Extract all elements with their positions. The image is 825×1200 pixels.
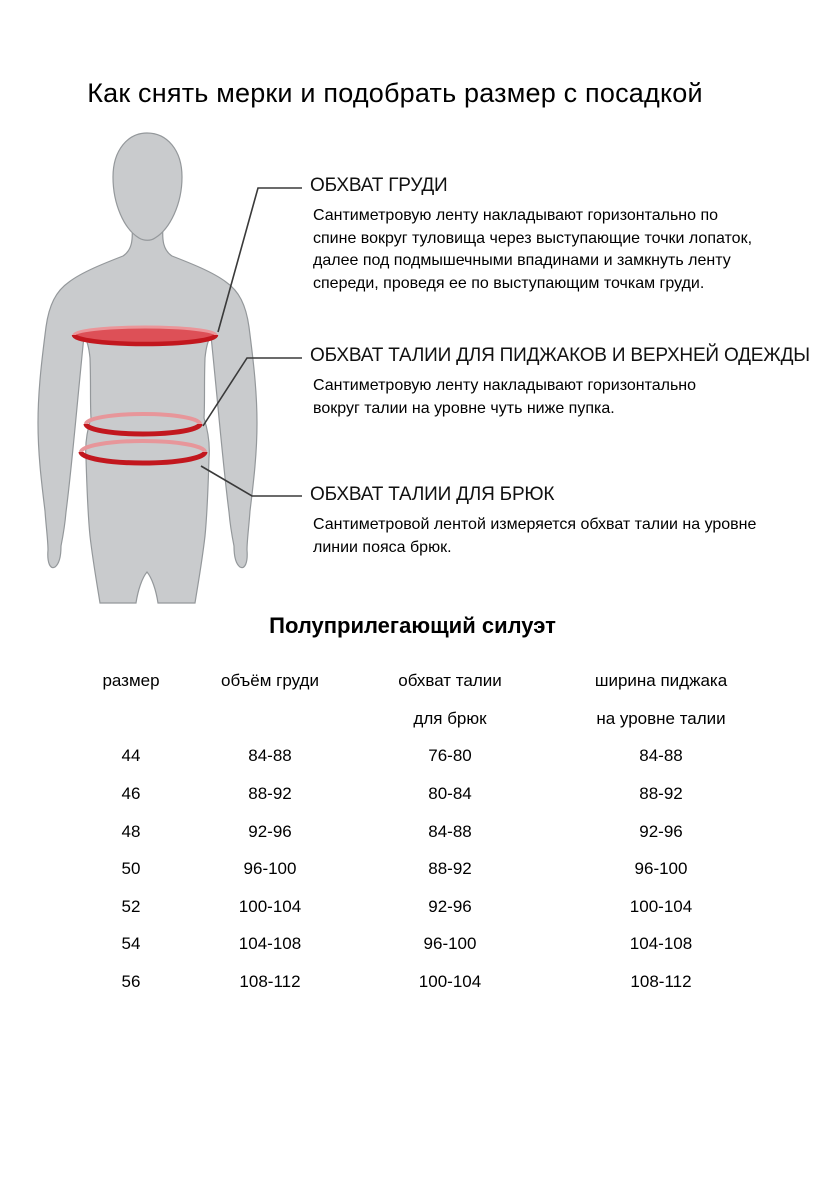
column-header xyxy=(60,700,202,738)
table-cell: 92-96 xyxy=(428,896,472,916)
table-cell: 88-92 xyxy=(428,859,472,879)
table-row xyxy=(60,925,760,963)
table-cell: 80-84 xyxy=(428,784,472,804)
table-cell: 100-104 xyxy=(629,896,693,916)
table-cell: 104-108 xyxy=(238,934,302,954)
section-trouser-waist-heading: ОБХВАТ ТАЛИИ ДЛЯ БРЮК xyxy=(310,484,555,505)
body-line: Сантиметровую ленту накладывают горизонтально по xyxy=(313,207,719,224)
table-row xyxy=(60,888,760,926)
table-row xyxy=(60,737,760,775)
table-cell: 100-104 xyxy=(418,972,482,992)
section-trouser-waist-body xyxy=(310,514,756,559)
column-header: на уровне талии xyxy=(596,708,726,728)
body-line: линии пояса брюк. xyxy=(313,538,452,556)
body-line: Сантиметровой лентой измеряется обхват талии на уровне xyxy=(313,516,757,533)
section-chest-body xyxy=(310,205,752,295)
table-cell-size: 44 xyxy=(121,746,141,766)
column-header: размер xyxy=(102,671,160,691)
body-measurement-diagram xyxy=(10,126,320,611)
table-cell: 96-100 xyxy=(634,859,688,879)
column-header: объём груди xyxy=(221,671,319,691)
table-header-row-2 xyxy=(60,700,760,738)
table-cell-size: 52 xyxy=(121,896,141,916)
body-line: вокруг талии на уровне чуть ниже пупка. xyxy=(313,399,615,417)
table-cell: 92-96 xyxy=(248,821,292,841)
section-jacket-waist xyxy=(310,346,810,420)
section-chest-heading: ОБХВАТ ГРУДИ xyxy=(310,175,448,196)
section-chest xyxy=(310,176,752,295)
section-jacket-waist-body xyxy=(310,375,810,420)
table-cell-size: 46 xyxy=(121,784,141,804)
table-row xyxy=(60,812,760,850)
body-line: спереди, проведя ее по выступающим точкам груди. xyxy=(313,274,705,292)
table-cell: 104-108 xyxy=(629,934,693,954)
page-title: Как снять мерки и подобрать размер с посадкой xyxy=(87,78,703,108)
table-row xyxy=(60,850,760,888)
table-cell: 108-112 xyxy=(630,972,692,992)
table-cell-size: 48 xyxy=(121,821,141,841)
body-line: спине вокруг туловища через выступающие точки лопаток, xyxy=(313,229,753,247)
column-header: ширина пиджака xyxy=(594,671,728,691)
table-cell: 88-92 xyxy=(248,784,292,804)
body-line: Сантиметровую ленту накладывают горизонтально xyxy=(313,377,697,394)
table-cell: 108-112 xyxy=(239,972,301,992)
table-cell: 92-96 xyxy=(639,821,683,841)
table-cell: 96-100 xyxy=(243,859,297,879)
size-table xyxy=(60,662,760,1000)
table-cell: 84-88 xyxy=(639,746,683,766)
table-cell-size: 54 xyxy=(121,934,141,954)
chest-band xyxy=(74,327,216,344)
column-header: обхват талии xyxy=(398,671,502,691)
table-row xyxy=(60,775,760,813)
column-header: для брюк xyxy=(413,708,487,728)
section-trouser-waist xyxy=(310,485,756,559)
table-cell-size: 50 xyxy=(121,859,141,879)
size-table-title: Полуприлегающий силуэт xyxy=(269,613,556,638)
table-cell: 88-92 xyxy=(639,784,683,804)
body-line: далее под подмышечными впадинами и замкнуть ленту xyxy=(313,252,731,269)
male-silhouette-head xyxy=(113,133,182,240)
table-cell-size: 56 xyxy=(121,972,141,992)
section-jacket-waist-heading: ОБХВАТ ТАЛИИ ДЛЯ ПИДЖАКОВ И ВЕРХНЕЙ ОДЕЖДЫ xyxy=(310,345,810,366)
table-cell: 76-80 xyxy=(428,746,472,766)
table-cell: 100-104 xyxy=(238,896,302,916)
table-cell: 84-88 xyxy=(428,821,472,841)
column-header xyxy=(202,700,338,738)
table-cell: 84-88 xyxy=(248,746,292,766)
table-header-row-1 xyxy=(60,662,760,700)
table-row xyxy=(60,963,760,1001)
table-cell: 96-100 xyxy=(423,934,477,954)
